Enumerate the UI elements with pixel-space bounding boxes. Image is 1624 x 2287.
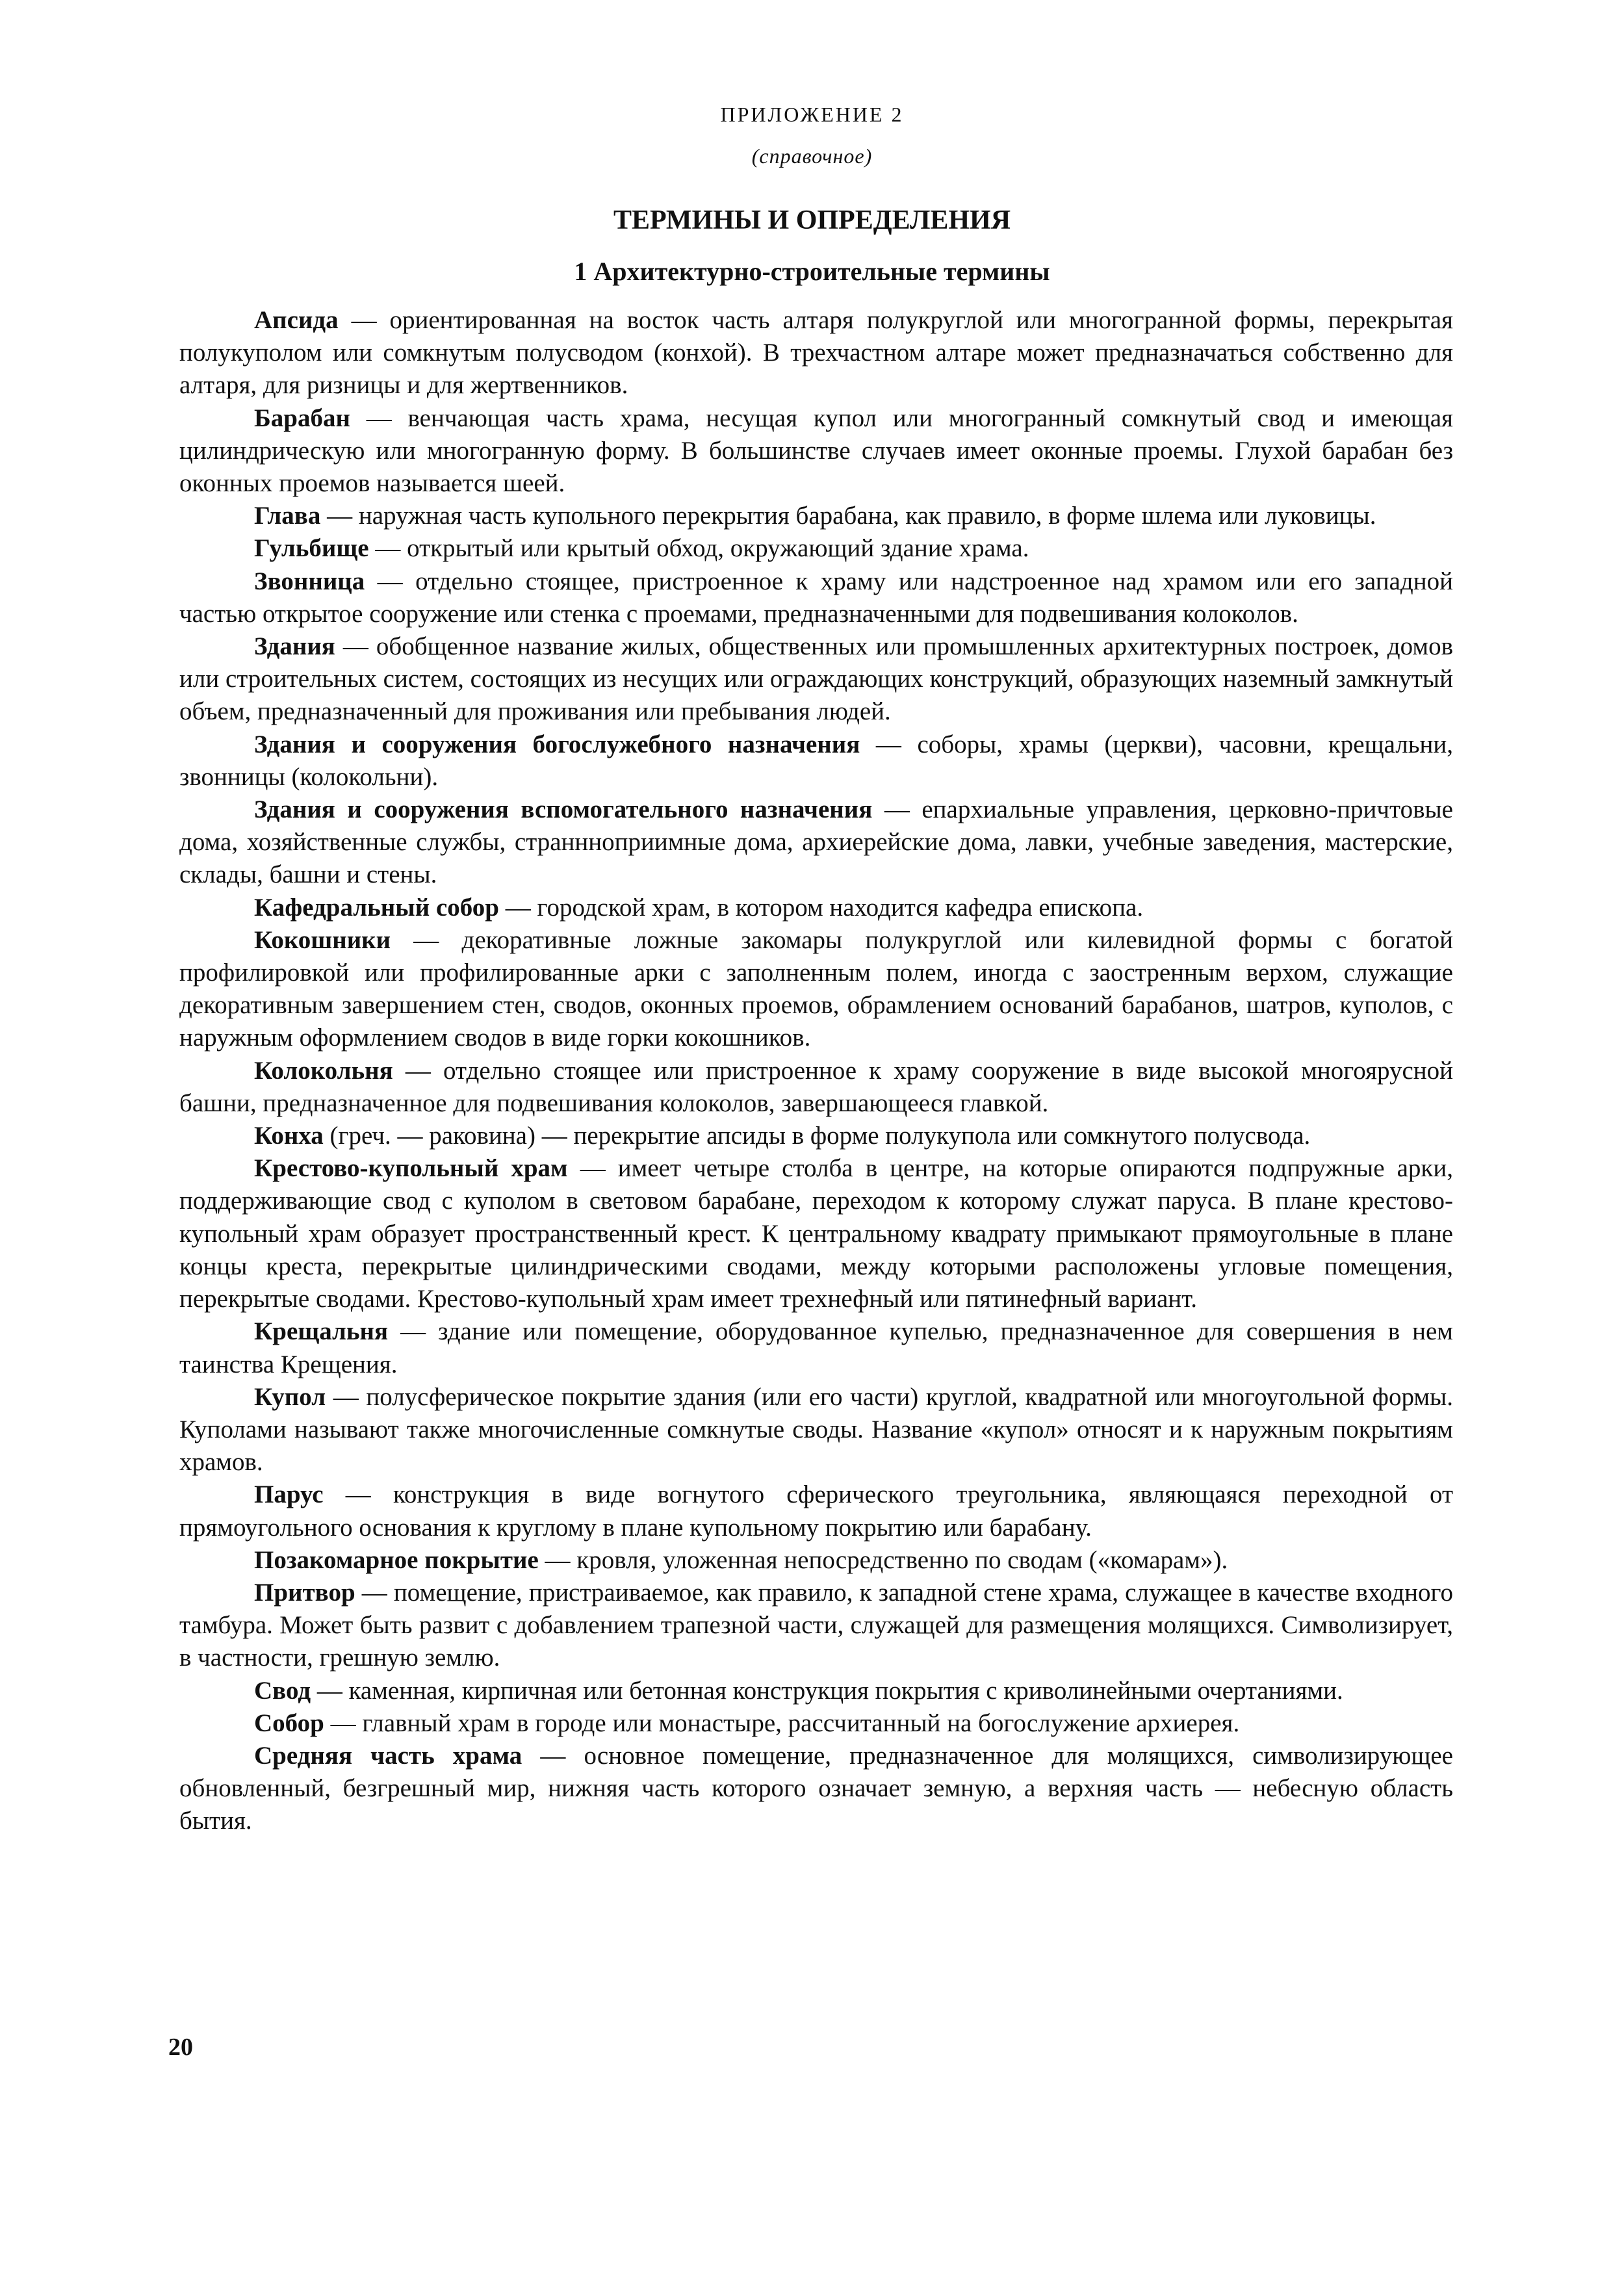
definition-entry [179, 630, 1453, 729]
appendix-title: ПРИЛОЖЕНИЕ 2 [720, 103, 904, 126]
definition-entry [179, 1315, 1453, 1380]
term: Свод [254, 1676, 311, 1705]
definition-entry [179, 1381, 1453, 1479]
definition-entry [179, 1675, 1453, 1707]
term: Апсида [254, 306, 339, 334]
term: Крещальня [254, 1317, 389, 1346]
term: Позакомарное покрытие [254, 1545, 539, 1574]
term: Притвор [254, 1578, 355, 1607]
definition-text: — наружная часть купольного перекрытия барабана, как правило, в форме шлема или луковицы. [320, 502, 1376, 530]
definition-entry [179, 532, 1453, 565]
definition-text: — кровля, уложенная непосредственно по сводам («комарам»). [538, 1545, 1228, 1574]
definition-text: — отдельно стоящее или пристроенное к храму сооружение в виде высокой многоярусной башни, предназначенное для подвешивания колоколов, завершающееся главкой. [179, 1056, 1453, 1117]
definition-text: — венчающая часть храма, несущая купол или многогранный сомкнутый свод и имеющая цилиндрическую или многогранную форму. В большинстве случаев имеет оконные проемы. Глухой барабан без оконных проемов называется шеей. [179, 404, 1453, 498]
definition-entry [179, 304, 1453, 402]
appendix-subtitle: (справочное) [751, 144, 873, 168]
definition-entry [179, 892, 1453, 924]
definition-entry [179, 565, 1453, 630]
definition-entry [179, 500, 1453, 532]
definition-text: (греч. — раковина) — перекрытие апсиды в форме полукупола или сомкнутого полусвода. [323, 1122, 1311, 1150]
definition-text: — полусферическое покрытие здания (или его части) круглой, квадратной или многоугольной формы. Куполами называют также многочисленные сомкнутые своды. Название «купол» относят и к наружным покрытиям храмов. [179, 1382, 1453, 1477]
definition-text: — здание или помещение, оборудованное купелью, предназначенное для совершения в нем таинства Крещения. [179, 1317, 1453, 1378]
term: Звонница [254, 567, 365, 595]
definition-entry [179, 1707, 1453, 1740]
definition-text: — открытый или крытый обход, окружающий здание храма. [368, 534, 1029, 563]
definition-text: — каменная, кирпичная или бетонная конструкция покрытия с криволинейными очертаниями. [311, 1676, 1343, 1705]
definition-entry [179, 1479, 1453, 1544]
definition-entry [179, 794, 1453, 892]
definition-entry [179, 1544, 1453, 1577]
term: Здания и сооружения вспомогательного назначения [254, 795, 873, 824]
definition-text: — отдельно стоящее, пристроенное к храму или надстроенное над храмом или его западной частью открытое сооружение или стенка с проемами, предназначенными для подвешивания колоколов. [179, 567, 1453, 628]
definition-text: — конструкция в виде вогнутого сферического треугольника, являющаяся переходной от прямоугольного основания к круглому в плане купольному покрытию или барабану. [179, 1480, 1453, 1542]
term: Барабан [254, 404, 350, 432]
definition-text: — основное помещение, предназначенное для молящихся, символизирующее обновленный, безгрешный мир, нижняя часть которого означает земную, а верхняя часть — небесную область бытия. [179, 1741, 1453, 1835]
definition-text: — декоративные ложные закомары полукруглой или килевидной формы с богатой профилировкой или профилированные арки с заполненным полем, иногда с заостренным верхом, служащие декоративным завершением стен, сводов, оконных проемов, обрамлением оснований барабанов, шатров, куполов, с наружным оформлением сводов в виде горки кокошников. [179, 925, 1453, 1052]
definition-entry [179, 1740, 1453, 1838]
definition-entry [179, 1120, 1453, 1152]
definition-text: — помещение, пристраиваемое, как правило, к западной стене храма, служащее в качестве входного тамбура. Может быть развит с добавлением трапезной части, служащей для размещения молящихся. Символизирует, в частности, грешную землю. [179, 1578, 1453, 1672]
term: Средняя часть храма [254, 1741, 522, 1770]
definition-text: — соборы, храмы (церкви), часовни, крещальни, звонницы (колокольни). [179, 730, 1453, 791]
term: Конха [254, 1122, 324, 1150]
definition-text: — обобщенное название жилых, общественных или промышленных архитектурных построек, домов или строительных систем, состоящих из несущих или ограждающих конструкций, образующих наземный замкнутый объем, предназначенный для проживания или пребывания людей. [179, 632, 1453, 726]
term: Здания [254, 632, 335, 661]
term: Парус [254, 1480, 324, 1509]
term: Кафедральный собор [254, 893, 499, 922]
term: Колокольня [254, 1056, 393, 1085]
definition-entry [179, 729, 1453, 794]
term: Гульбище [254, 534, 369, 563]
definitions-list [179, 304, 1453, 1838]
term: Купол [254, 1382, 326, 1411]
term: Собор [254, 1709, 324, 1737]
term: Глава [254, 502, 321, 530]
term: Здания и сооружения богослужебного назначения [254, 730, 860, 758]
definition-entry [179, 1152, 1453, 1315]
definition-entry [179, 924, 1453, 1055]
definition-entry [179, 1577, 1453, 1675]
term: Кокошники [254, 925, 391, 954]
section-title: 1 Архитектурно-строительные термины [574, 257, 1050, 286]
definition-entry [179, 402, 1453, 500]
definition-text: — городской храм, в котором находится кафедра епископа. [498, 893, 1144, 922]
page-number: 20 [168, 2034, 193, 2061]
definition-text: — ориентированная на восток часть алтаря полукруглой или многогранной формы, перекрытая полукуполом или сомкнутым полусводом (конхой). В трехчастном алтаре может предназначаться собственно для алтаря, для ризницы и для жертвенников. [179, 306, 1453, 400]
definition-text: — главный храм в городе или монастыре, рассчитанный на богослужение архиерея. [324, 1709, 1240, 1737]
document-title: ТЕРМИНЫ И ОПРЕДЕЛЕНИЯ [613, 205, 1011, 235]
definition-text: — епархиальные управления, церковно-причтовые дома, хозяйственные службы, страннноприимные дома, архиерейские дома, лавки, учебные заведения, мастерские, склады, башни и стены. [179, 795, 1453, 889]
definition-entry [179, 1055, 1453, 1120]
definition-text: — имеет четыре столба в центре, на которые опираются подпружные арки, поддерживающие свод с куполом в световом барабане, переходом к которому служат паруса. В плане крестово-купольный храм образует пространственный крест. К центральному квадрату примыкают прямоугольные в плане концы креста, перекрытые цилиндрическими сводами, между которыми расположены угловые помещения, перекрытые сводами. Крестово-купольный храм имеет трехнефный или пятинефный вариант. [179, 1154, 1453, 1313]
term: Крестово-купольный храм [254, 1154, 568, 1183]
